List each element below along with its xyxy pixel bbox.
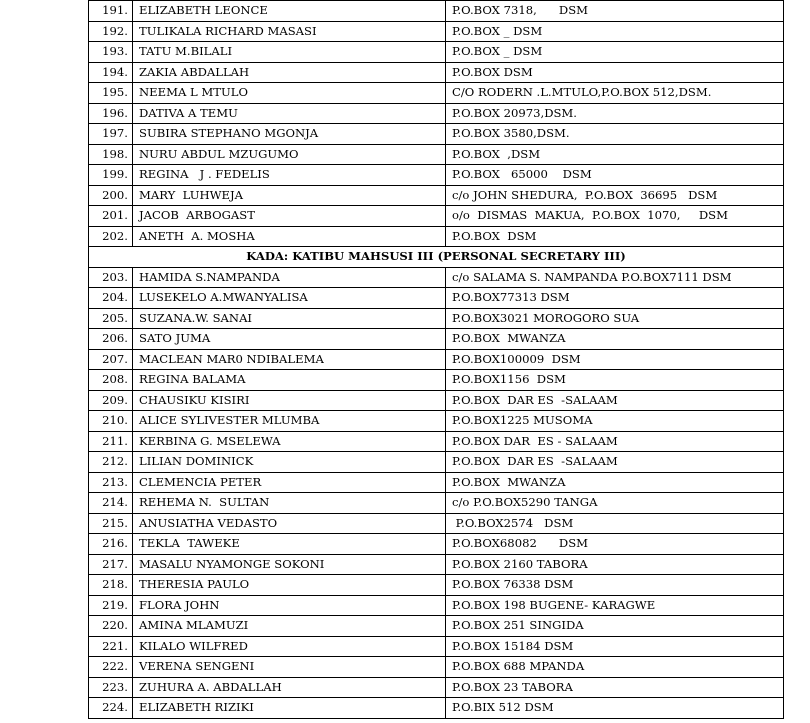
row-number: 198. — [89, 144, 133, 165]
applicant-name: NURU ABDUL MZUGUMO — [133, 144, 446, 165]
table-row — [89, 390, 784, 411]
table-row — [89, 103, 784, 124]
row-number: 207. — [89, 349, 133, 370]
table-row — [89, 513, 784, 534]
applicant-name: REGINA J . FEDELIS — [133, 165, 446, 186]
applicant-name: CHAUSIKU KISIRI — [133, 390, 446, 411]
applicant-name: LUSEKELO A.MWANYALISA — [133, 288, 446, 309]
table-row — [89, 349, 784, 370]
table-row — [89, 575, 784, 596]
applicant-name: REHEMA N. SULTAN — [133, 493, 446, 514]
applicant-address: P.O.BOX3021 MOROGORO SUA — [446, 308, 784, 329]
applicant-name: AMINA MLAMUZI — [133, 616, 446, 637]
row-number: 220. — [89, 616, 133, 637]
row-number: 194. — [89, 62, 133, 83]
table-row — [89, 42, 784, 63]
applicant-address: P.O.BOX _ DSM — [446, 21, 784, 42]
applicant-address: c/o SALAMA S. NAMPANDA P.O.BOX7111 DSM — [446, 267, 784, 288]
rows-after — [89, 267, 784, 718]
applicant-name: MARY LUHWEJA — [133, 185, 446, 206]
applicant-address: P.O.BOX 2160 TABORA — [446, 554, 784, 575]
applicant-name: SUZANA.W. SANAI — [133, 308, 446, 329]
applicant-name: MASALU NYAMONGE SOKONI — [133, 554, 446, 575]
applicant-address: P.O.BOX1225 MUSOMA — [446, 411, 784, 432]
table-row — [89, 370, 784, 391]
applicant-name: ELIZABETH RIZIKI — [133, 698, 446, 719]
table-row — [89, 534, 784, 555]
row-number: 203. — [89, 267, 133, 288]
table-row — [89, 452, 784, 473]
section-heading-group — [89, 247, 784, 268]
row-number: 200. — [89, 185, 133, 206]
row-number: 216. — [89, 534, 133, 555]
table-row — [89, 226, 784, 247]
table-row — [89, 267, 784, 288]
row-number: 195. — [89, 83, 133, 104]
applicant-name: DATIVA A TEMU — [133, 103, 446, 124]
row-number: 192. — [89, 21, 133, 42]
table-row — [89, 595, 784, 616]
table-row — [89, 144, 784, 165]
applicant-address: P.O.BOX _ DSM — [446, 42, 784, 63]
row-number: 224. — [89, 698, 133, 719]
applicant-address: P.O.BOX DAR ES -SALAAM — [446, 452, 784, 473]
table-row — [89, 431, 784, 452]
table-row — [89, 329, 784, 350]
applicant-name: KERBINA G. MSELEWA — [133, 431, 446, 452]
applicant-address: c/o P.O.BOX5290 TANGA — [446, 493, 784, 514]
applicant-address: c/o JOHN SHEDURA, P.O.BOX 36695 DSM — [446, 185, 784, 206]
table-row — [89, 21, 784, 42]
table-row — [89, 83, 784, 104]
applicant-name: ZUHURA A. ABDALLAH — [133, 677, 446, 698]
applicant-address: P.O.BOX 15184 DSM — [446, 636, 784, 657]
document-page — [88, 0, 783, 719]
row-number: 222. — [89, 657, 133, 678]
table-row — [89, 411, 784, 432]
table-row — [89, 308, 784, 329]
table-row — [89, 657, 784, 678]
applicant-address: P.O.BOX MWANZA — [446, 472, 784, 493]
applicant-address: P.O.BOX MWANZA — [446, 329, 784, 350]
applicant-name: FLORA JOHN — [133, 595, 446, 616]
applicant-address: P.O.BOX 251 SINGIDA — [446, 616, 784, 637]
row-number: 196. — [89, 103, 133, 124]
table-row — [89, 636, 784, 657]
row-number: 223. — [89, 677, 133, 698]
applicant-table — [88, 0, 784, 719]
applicant-name: ANETH A. MOSHA — [133, 226, 446, 247]
table-row — [89, 472, 784, 493]
applicant-name: LILIAN DOMINICK — [133, 452, 446, 473]
applicant-name: THERESIA PAULO — [133, 575, 446, 596]
applicant-address: C/O RODERN .L.MTULO,P.O.BOX 512,DSM. — [446, 83, 784, 104]
row-number: 213. — [89, 472, 133, 493]
applicant-address: P.O.BOX68082 DSM — [446, 534, 784, 555]
row-number: 219. — [89, 595, 133, 616]
applicant-address: P.O.BOX 65000 DSM — [446, 165, 784, 186]
applicant-address: P.O.BOX DAR ES - SALAAM — [446, 431, 784, 452]
row-number: 217. — [89, 554, 133, 575]
applicant-address: P.O.BOX77313 DSM — [446, 288, 784, 309]
section-heading-row — [89, 247, 784, 268]
applicant-name: SATO JUMA — [133, 329, 446, 350]
applicant-name: TULIKALA RICHARD MASASI — [133, 21, 446, 42]
table-row — [89, 62, 784, 83]
table-row — [89, 493, 784, 514]
table-row — [89, 124, 784, 145]
applicant-name: MACLEAN MAR0 NDIBALEMA — [133, 349, 446, 370]
applicant-address: P.O.BOX 20973,DSM. — [446, 103, 784, 124]
applicant-name: TEKLA TAWEKE — [133, 534, 446, 555]
applicant-address: P.O.BOX 7318, DSM — [446, 1, 784, 22]
applicant-name: NEEMA L MTULO — [133, 83, 446, 104]
table-row — [89, 206, 784, 227]
applicant-name: ANUSIATHA VEDASTO — [133, 513, 446, 534]
row-number: 205. — [89, 308, 133, 329]
row-number: 214. — [89, 493, 133, 514]
table-row — [89, 1, 784, 22]
table-row — [89, 698, 784, 719]
applicant-address: P.O.BOX1156 DSM — [446, 370, 784, 391]
row-number: 201. — [89, 206, 133, 227]
row-number: 218. — [89, 575, 133, 596]
applicant-address: P.O.BOX 76338 DSM — [446, 575, 784, 596]
row-number: 191. — [89, 1, 133, 22]
applicant-name: JACOB ARBOGAST — [133, 206, 446, 227]
table-row — [89, 288, 784, 309]
row-number: 215. — [89, 513, 133, 534]
applicant-address: P.O.BOX100009 DSM — [446, 349, 784, 370]
applicant-address: P.O.BOX 688 MPANDA — [446, 657, 784, 678]
table-row — [89, 616, 784, 637]
row-number: 199. — [89, 165, 133, 186]
table-row — [89, 677, 784, 698]
row-number: 212. — [89, 452, 133, 473]
applicant-name: TATU M.BILALI — [133, 42, 446, 63]
applicant-address: o/o DISMAS MAKUA, P.O.BOX 1070, DSM — [446, 206, 784, 227]
row-number: 208. — [89, 370, 133, 391]
applicant-address: P.O.BIX 512 DSM — [446, 698, 784, 719]
applicant-address: P.O.BOX ,DSM — [446, 144, 784, 165]
applicant-name: ZAKIA ABDALLAH — [133, 62, 446, 83]
row-number: 211. — [89, 431, 133, 452]
row-number: 204. — [89, 288, 133, 309]
applicant-name: SUBIRA STEPHANO MGONJA — [133, 124, 446, 145]
row-number: 210. — [89, 411, 133, 432]
applicant-address: P.O.BOX 23 TABORA — [446, 677, 784, 698]
applicant-address: P.O.BOX 198 BUGENE- KARAGWE — [446, 595, 784, 616]
applicant-name: ALICE SYLIVESTER MLUMBA — [133, 411, 446, 432]
row-number: 209. — [89, 390, 133, 411]
row-number: 197. — [89, 124, 133, 145]
applicant-address: P.O.BOX2574 DSM — [446, 513, 784, 534]
applicant-name: REGINA BALAMA — [133, 370, 446, 391]
applicant-name: CLEMENCIA PETER — [133, 472, 446, 493]
table-row — [89, 554, 784, 575]
rows-before — [89, 1, 784, 247]
applicant-address: P.O.BOX 3580,DSM. — [446, 124, 784, 145]
applicant-address: P.O.BOX DAR ES -SALAAM — [446, 390, 784, 411]
applicant-name: ELIZABETH LEONCE — [133, 1, 446, 22]
applicant-name: KILALO WILFRED — [133, 636, 446, 657]
row-number: 206. — [89, 329, 133, 350]
applicant-address: P.O.BOX DSM — [446, 226, 784, 247]
section-heading: KADA: KATIBU MAHSUSI III (PERSONAL SECRETARY III) — [89, 247, 784, 268]
row-number: 193. — [89, 42, 133, 63]
applicant-name: HAMIDA S.NAMPANDA — [133, 267, 446, 288]
table-row — [89, 165, 784, 186]
row-number: 202. — [89, 226, 133, 247]
row-number: 221. — [89, 636, 133, 657]
applicant-name: VERENA SENGENI — [133, 657, 446, 678]
table-row — [89, 185, 784, 206]
applicant-address: P.O.BOX DSM — [446, 62, 784, 83]
